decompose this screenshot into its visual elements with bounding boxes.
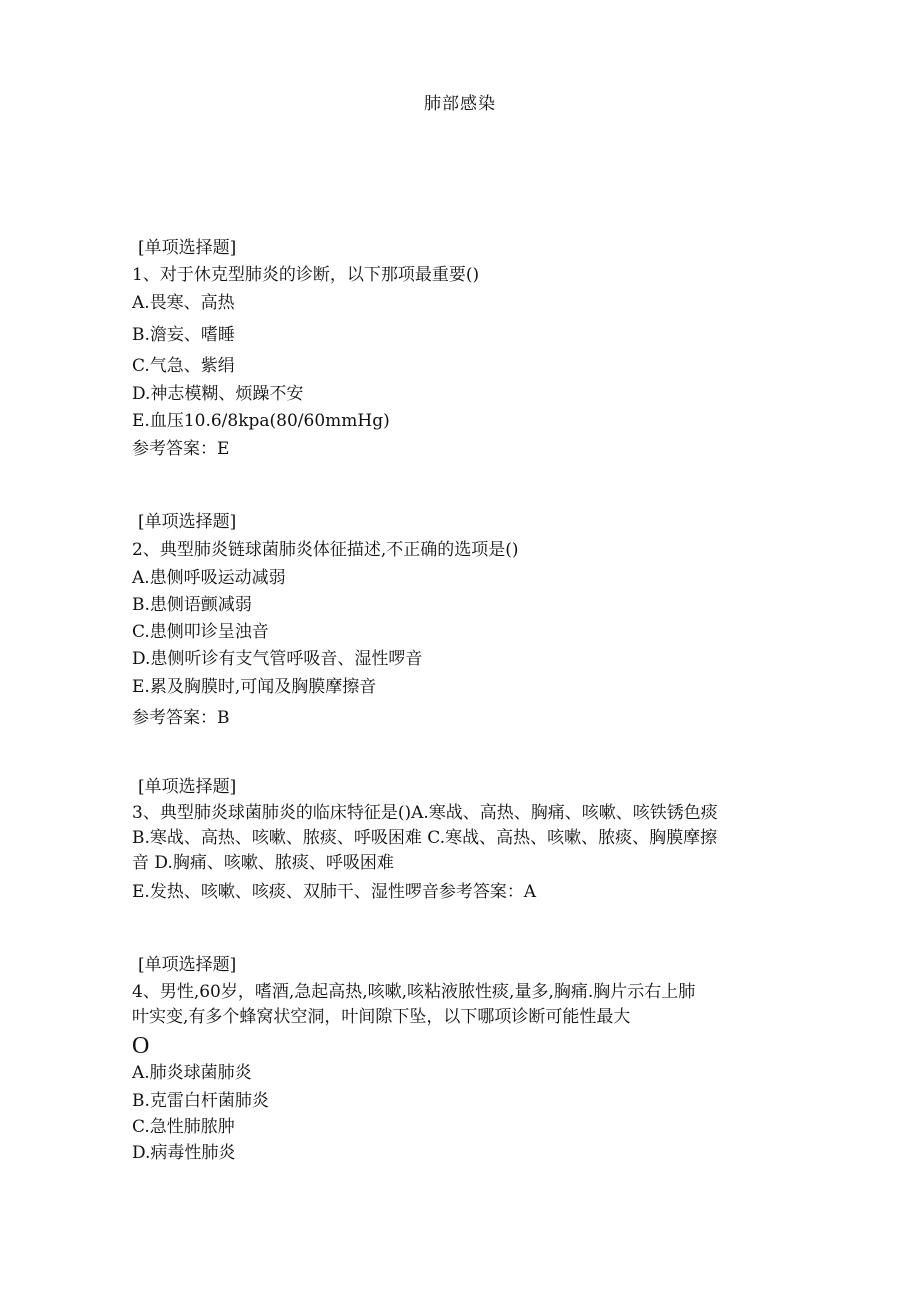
q2-section-label: [单项选择题] — [138, 512, 237, 532]
q4-option-a: A.肺炎球菌肺炎 — [132, 1063, 252, 1083]
q2-answer: 参考答案：B — [132, 708, 230, 728]
q2-option-a: A.患侧呼吸运动减弱 — [132, 568, 286, 588]
q4-option-c: C.急性肺脓肿 — [132, 1117, 235, 1137]
q1-option-a: A.畏寒、高热 — [132, 293, 235, 313]
q1-option-c: C.气急、紫绢 — [132, 356, 235, 376]
q2-stem: 2、典型肺炎链球菌肺炎体征描述,不正确的选项是() — [132, 540, 519, 560]
q1-answer: 参考答案：E — [132, 439, 230, 459]
page-title: 肺部感染 — [424, 94, 496, 114]
q1-stem: 1、对于休克型肺炎的诊断，以下那项最重要() — [132, 265, 480, 285]
q2-option-d: D.患侧听诊有支气管呼吸音、湿性啰音 — [132, 649, 423, 669]
q4-option-d: D.病毒性肺炎 — [132, 1143, 236, 1163]
q4-section-label: [单项选择题] — [138, 955, 237, 975]
q3-line-2: B.寒战、高热、咳嗽、脓痰、呼吸困难 C.寒战、高热、咳嗽、脓痰、胸膜摩擦 — [132, 828, 718, 848]
q4-line-2: 叶实变,有多个蜂窝状空洞，叶间隙下坠，以下哪项诊断可能性最大 — [132, 1007, 631, 1027]
q1-option-b: B.澹妄、嗜睡 — [132, 325, 235, 345]
q3-line-3: 音 D.胸痛、咳嗽、脓痰、呼吸困难 — [132, 853, 394, 873]
q3-line-4: E.发热、咳嗽、咳痰、双肺干、湿性啰音参考答案：A — [132, 882, 537, 902]
q2-option-c: C.患侧叩诊呈浊音 — [132, 622, 269, 642]
q4-bracket-glyph: O — [132, 1033, 150, 1059]
q4-option-b: B.克雷白杆菌肺炎 — [132, 1091, 269, 1111]
q3-line-1: 3、典型肺炎球菌肺炎的临床特征是()A.寒战、高热、胸痛、咳嗽、咳铁锈色痰 — [132, 803, 718, 823]
q1-option-d: D.神志模糊、烦躁不安 — [132, 384, 304, 404]
q1-section-label: [单项选择题] — [138, 238, 237, 258]
q2-option-e: E.累及胸膜时,可闻及胸膜摩擦音 — [132, 677, 377, 697]
q4-line-1: 4、男性,60岁，嗜酒,急起高热,咳嗽,咳粘液脓性痰,量多,胸痛.胸片示右上肺 — [132, 982, 696, 1002]
q3-section-label: [单项选择题] — [138, 777, 237, 797]
q1-option-e: E.血压10.6/8kpa(80/60mmHg) — [132, 411, 390, 431]
q2-option-b: B.患侧语颤减弱 — [132, 595, 252, 615]
